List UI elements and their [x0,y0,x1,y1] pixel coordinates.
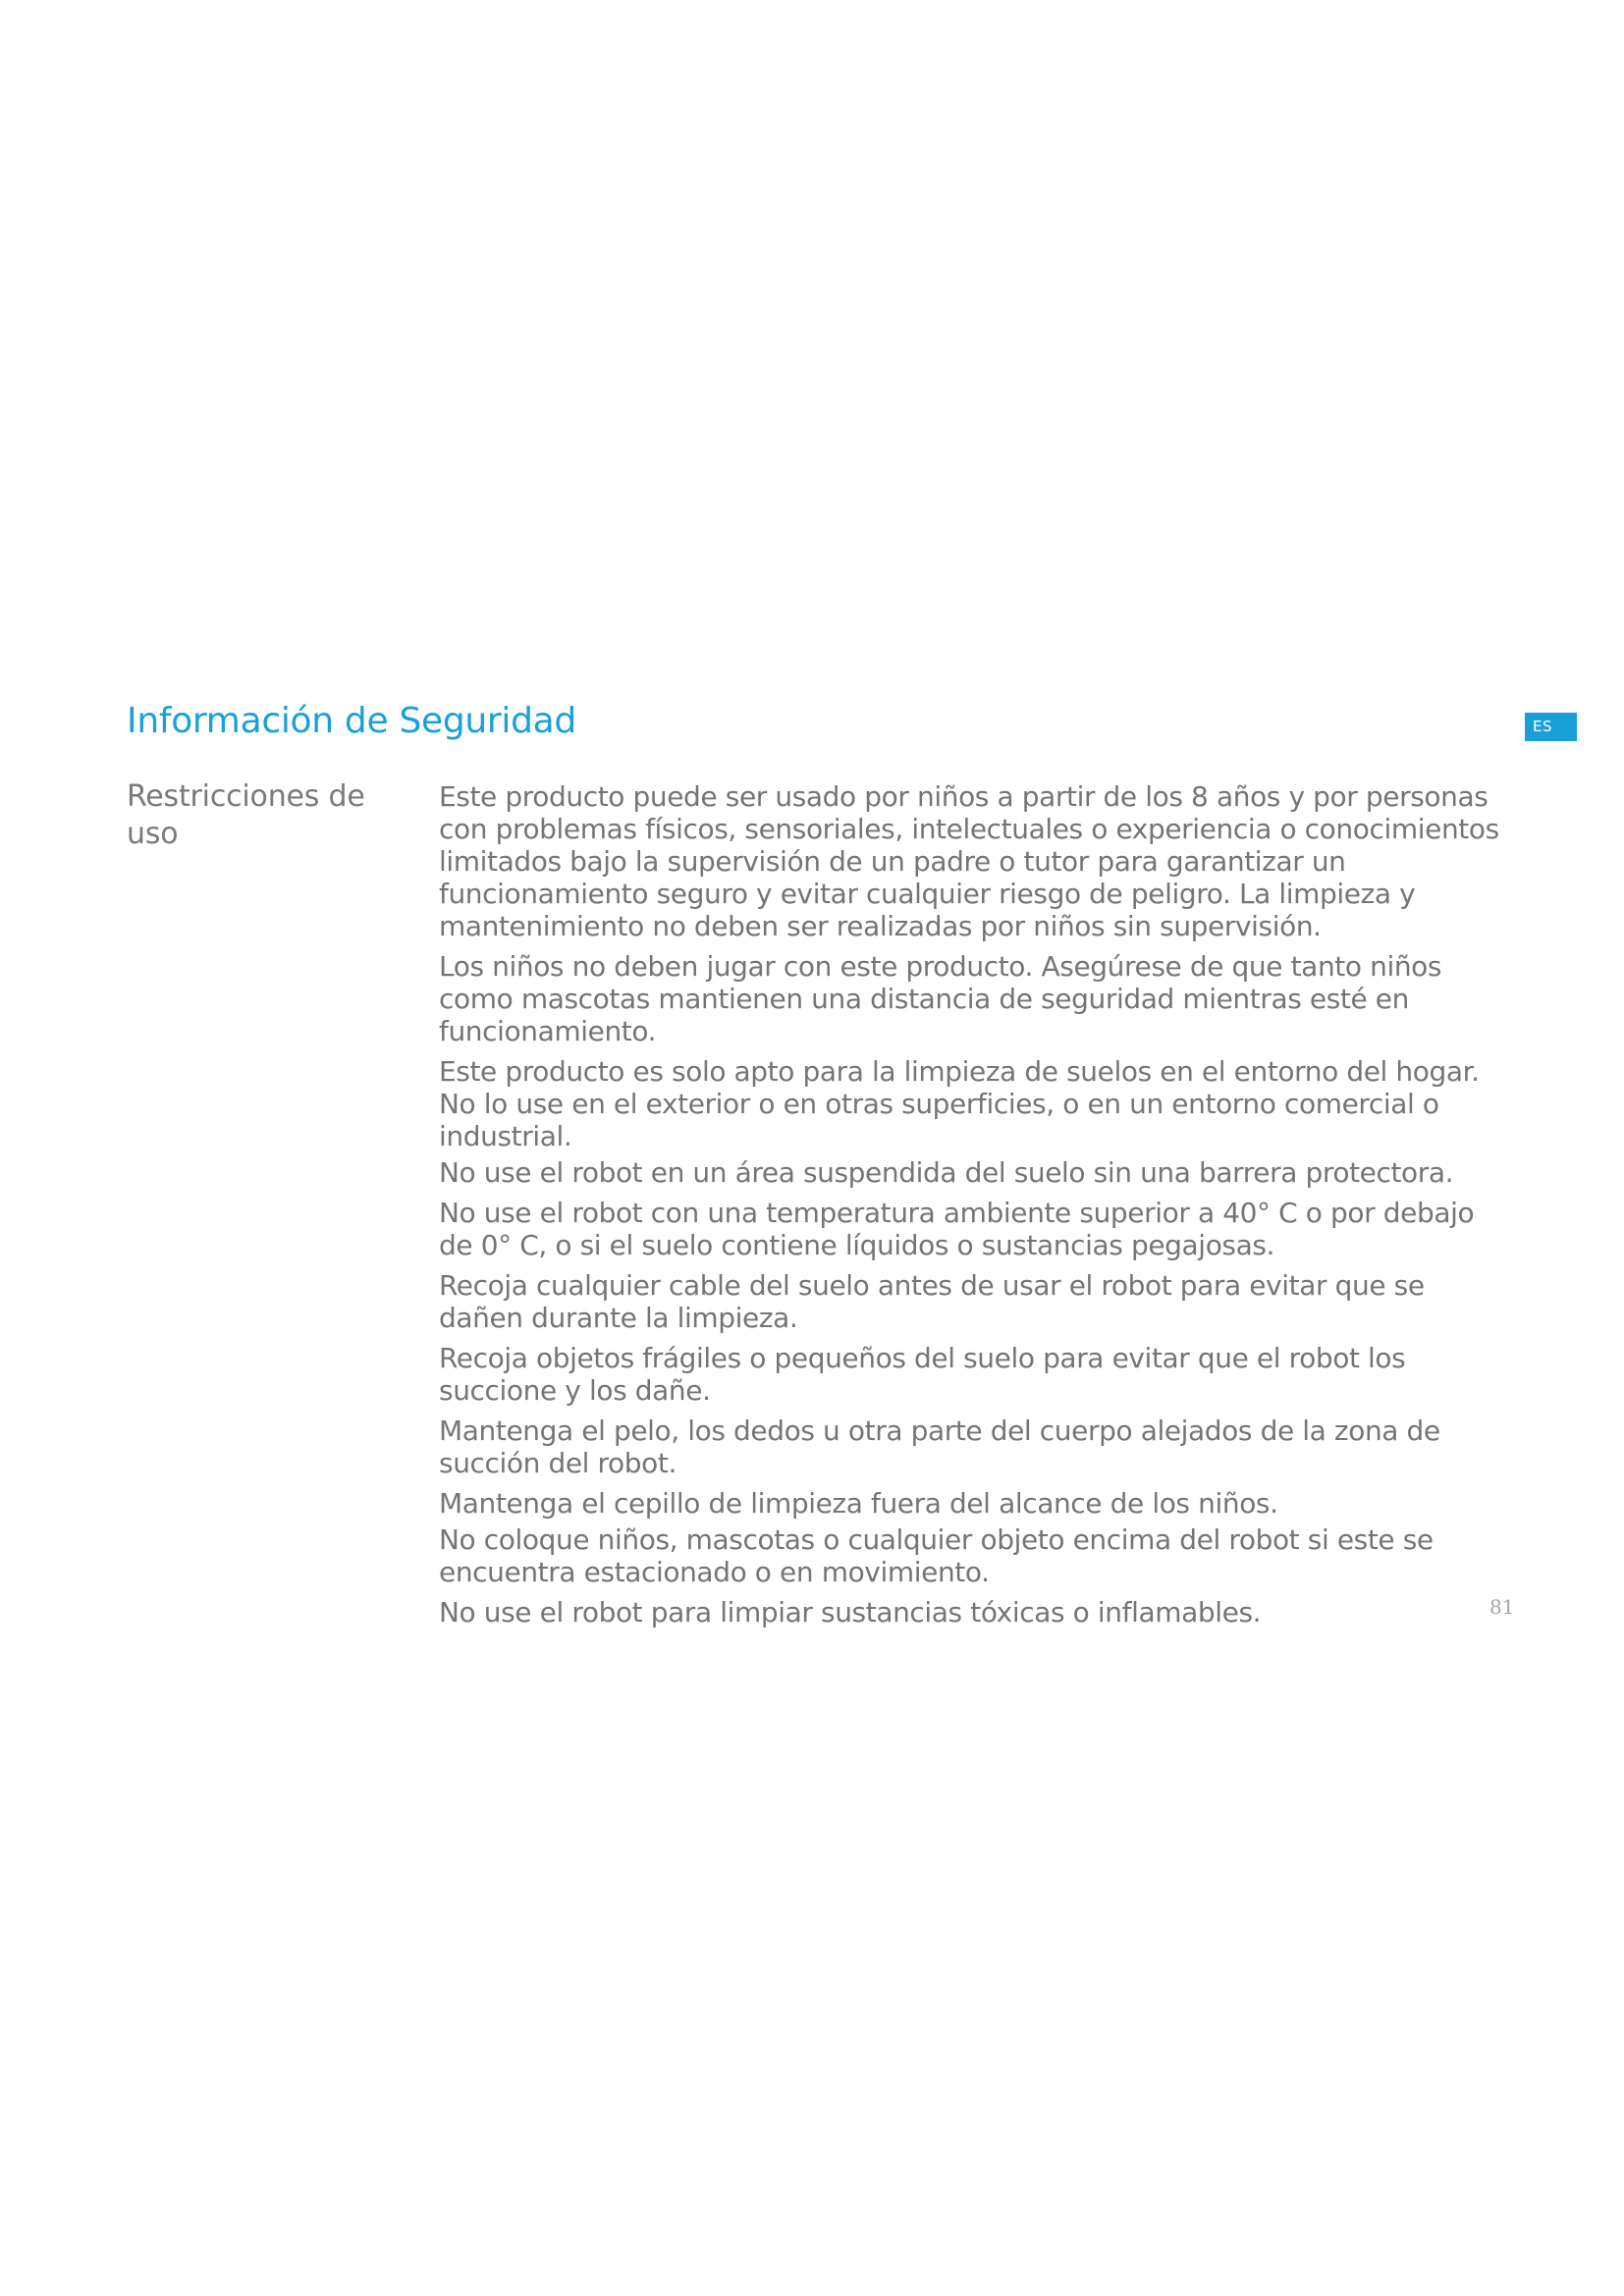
section-heading: Restricciones de uso [127,779,365,851]
safety-paragraph: Este producto es solo apto para la limpieza de suelos en el entorno del hogar. No lo use en el exterior o en otras superficies, o en un entorno comercial o industrial. [439,1055,1480,1152]
safety-paragraph: Los niños no deben jugar con este producto. Asegúrese de que tanto niños como mascotas mantienen una distancia de seguridad mientras esté en funcionamiento. [439,950,1442,1047]
safety-paragraph: No coloque niños, mascotas o cualquier objeto encima del robot si este se encuentra estacionado o en movimiento. [439,1523,1434,1588]
safety-paragraph: No use el robot con una temperatura ambiente superior a 40° C o por debajo de 0° C, o si el suelo contiene líquidos o sustancias pegajosas. [439,1197,1475,1261]
safety-paragraph: Recoja objetos frágiles o pequeños del suelo para evitar que el robot los succione y los dañe. [439,1342,1406,1407]
safety-paragraph: Mantenga el pelo, los dedos u otra parte del cuerpo alejados de la zona de succión del robot. [439,1415,1440,1479]
safety-paragraph: Recoja cualquier cable del suelo antes de usar el robot para evitar que se dañen durante la limpieza. [439,1269,1425,1334]
language-badge: ES [1525,713,1577,741]
page-title: Información de Seguridad [127,701,576,741]
safety-paragraph: Este producto puede ser usado por niños a partir de los 8 años y por personas con problemas físicos, sensoriales, intelectuales o experiencia o conocimientos limitados bajo la supervisión de un padre o tutor para garantizar un funcionamiento seguro y evitar cualquier riesgo de peligro. La limpieza y mantenimiento no deben ser realizadas por niños sin supervisión. [439,780,1499,942]
safety-paragraph: No use el robot en un área suspendida del suelo sin una barrera protectora. [439,1156,1454,1189]
page-number: 81 [1489,1595,1515,1619]
safety-paragraph: Mantenga el cepillo de limpieza fuera del alcance de los niños. [439,1487,1278,1520]
safety-paragraph: No use el robot para limpiar sustancias tóxicas o inflamables. [439,1596,1262,1629]
safety-content [439,780,1509,1636]
